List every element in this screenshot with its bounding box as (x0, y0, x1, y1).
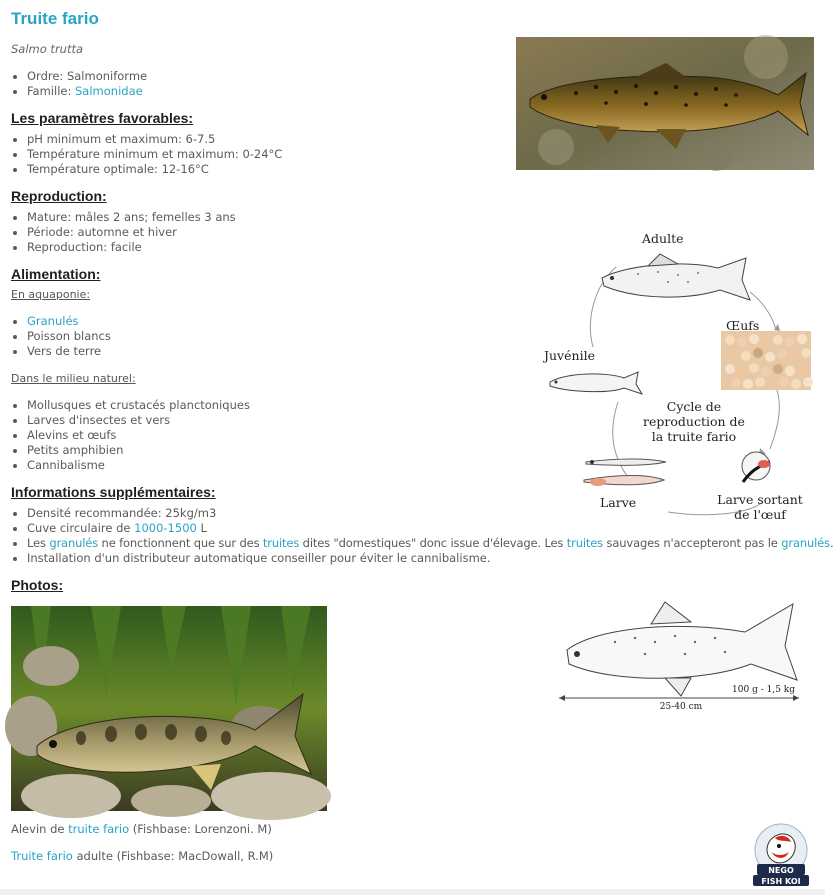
nego-fish-koi-logo[interactable] (749, 822, 813, 888)
list-item: • Mollusques et crustacés planctoniques (27, 398, 250, 413)
list-item: • Cannibalisme (27, 458, 250, 473)
naturel-label: Dans le milieu naturel: (11, 372, 136, 385)
list-item: • Installation d'un distributeur automatique conseiller pour éviter le cannibalisme. (27, 551, 821, 566)
cycle-center-1: Cycle de (666, 399, 722, 414)
list-item (27, 314, 111, 329)
cuve-link[interactable]: 1000-1500 (134, 521, 197, 535)
cuve-unit: L (196, 521, 207, 535)
list-item: • Larves d'insectes et vers (27, 413, 250, 428)
caption-adult (11, 849, 273, 863)
list-item: • Petits amphibien (27, 443, 250, 458)
cycle-label-sortant-1: Larve sortant (717, 492, 803, 507)
sketch-weight: 100 g - 1,5 kg (732, 685, 795, 695)
list-item: • Ordre: Salmoniforme (27, 69, 147, 84)
cycle-center-3: la truite fario (651, 429, 737, 444)
section-heading-infos: Informations supplémentaires: (11, 484, 216, 500)
granules-link[interactable]: granulés (49, 536, 99, 550)
cuve-text: Cuve circulaire de (27, 521, 135, 535)
granules-link[interactable]: granulés (781, 536, 830, 550)
eggs-photo (721, 331, 813, 390)
text: ne fonctionnent que sur des (98, 536, 263, 550)
list-item: • pH minimum et maximum: 6-7.5 (27, 132, 282, 147)
famille-link[interactable]: Salmonidae (75, 84, 143, 98)
adult-trout-photo (516, 37, 814, 170)
list-item: • Température optimale: 12-16°C (27, 162, 282, 177)
juvenile-fish-drawing (550, 372, 642, 394)
section-heading-alimentation: Alimentation: (11, 266, 101, 282)
text: sauvages n'accepteront pas le (603, 536, 782, 550)
list-item: • Température minimum et maximum: 0-24°C (27, 147, 282, 162)
hatching-larva-drawing (742, 452, 770, 482)
list-item: • Reproduction: facile (27, 240, 236, 255)
caption-text: Alevin de (11, 822, 69, 836)
adult-fish-drawing (602, 254, 750, 300)
aquaponie-list (11, 314, 111, 359)
life-cycle-diagram (538, 212, 820, 524)
cycle-label-sortant-2: de l'œuf (734, 507, 786, 522)
params-list (11, 132, 282, 177)
aquaponie-label: En aquaponie: (11, 288, 91, 301)
truites-link[interactable]: truites (262, 536, 300, 550)
section-heading-reproduction: Reproduction: (11, 188, 107, 204)
truite-fario-link[interactable]: truite fario (68, 822, 130, 836)
list-item: • Mature: mâles 2 ans; femelles 3 ans (27, 210, 236, 225)
logo-text-1: NEGO (768, 866, 794, 875)
list-item: • Période: automne et hiver (27, 225, 236, 240)
truite-fario-link[interactable]: Truite fario (11, 849, 73, 863)
section-heading-photos: Photos: (11, 577, 64, 593)
taxonomy-list (11, 69, 147, 99)
list-item: • Vers de terre (27, 344, 111, 359)
famille-label: Famille: (27, 84, 72, 98)
list-item (27, 84, 147, 99)
truites-link[interactable]: truites (566, 536, 604, 550)
sketch-length: 25-40 cm (659, 702, 703, 712)
page-title: Truite fario (11, 9, 99, 28)
cycle-label-adulte: Adulte (642, 231, 684, 246)
cycle-center-2: reproduction de (643, 414, 745, 429)
page-footer-bar (0, 889, 825, 895)
cycle-label-oeufs: Œufs (726, 318, 760, 333)
trout-size-sketch (555, 598, 805, 716)
naturel-list (11, 398, 250, 473)
list-item (27, 536, 830, 551)
cycle-label-juvenile: Juvénile (544, 348, 595, 363)
caption-text: (Fishbase: Lorenzoni. M) (129, 822, 272, 836)
list-item: • Densité recommandée: 25kg/m3 (27, 506, 821, 521)
section-heading-params: Les paramètres favorables: (11, 110, 194, 126)
logo-text-2: FISH KOI (761, 877, 801, 886)
latin-name: Salmo trutta (11, 42, 84, 56)
caption-fry (11, 822, 272, 836)
reproduction-list (11, 210, 236, 255)
list-item: • Poisson blancs (27, 329, 111, 344)
granules-link[interactable]: Granulés (27, 314, 79, 328)
caption-text: adulte (Fishbase: MacDowall, R.M) (72, 849, 274, 863)
text: dites "domestiques" donc issue d'élevage. Les (299, 536, 567, 550)
cycle-label-larve: Larve (600, 495, 637, 510)
list-item: • Alevins et œufs (27, 428, 250, 443)
text: Les (27, 536, 50, 550)
fry-trout-photo (11, 606, 327, 811)
